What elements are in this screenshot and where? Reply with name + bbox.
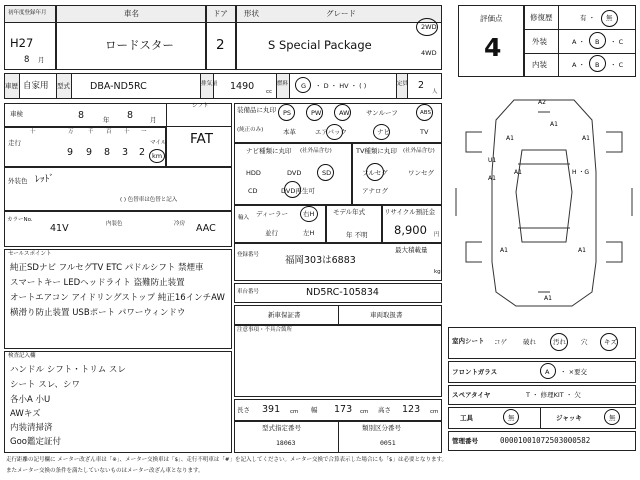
navi-cd: CD xyxy=(248,187,258,195)
tv-fullseg: フルセグ xyxy=(362,169,388,177)
score-value: 4 xyxy=(484,33,502,62)
interior-koge: コゲ xyxy=(494,338,507,346)
type-no-value: 18063 xyxy=(276,439,296,447)
recycle-unit: 円 xyxy=(434,232,440,238)
shift-value: FAT xyxy=(190,131,213,147)
usage-value: 自家用 xyxy=(23,81,49,91)
repair-sel: 無 xyxy=(606,14,613,22)
navi-sd: SD xyxy=(322,169,332,177)
jack-label: ジャッキ xyxy=(556,414,582,422)
first-reg-month: 8 xyxy=(24,55,30,65)
windshield-sel: A xyxy=(545,368,550,376)
interior-kizu: キズ xyxy=(604,338,617,346)
int-a: A ・ xyxy=(572,61,586,69)
fuel-opts: ・ D ・ HV ・ ( ) xyxy=(315,82,367,90)
notes-label: 検査記入欄 xyxy=(8,353,36,359)
model-year-value: 年 不明 xyxy=(346,231,368,239)
chassis-value: ND5RC-105834 xyxy=(306,287,379,298)
disp-value: 1490 xyxy=(230,81,255,92)
ac-value: AAC xyxy=(196,223,216,234)
grade-label: グレード xyxy=(326,9,356,18)
drive-circle xyxy=(416,18,438,36)
equip-leather: 本革 xyxy=(283,128,296,136)
equip-airbag: エアバック xyxy=(315,128,347,136)
diag-label-3: A1 xyxy=(582,135,590,142)
notes-line-0: ハンドル シフト・トリム スレ xyxy=(10,365,126,375)
mileage-unit-circle xyxy=(149,149,165,163)
equip-abs: ABS xyxy=(420,110,431,116)
int-color-label: 内装色 xyxy=(106,221,123,227)
mileage-head-3: 百 xyxy=(106,129,112,135)
usage-label: 車歴 xyxy=(5,82,18,90)
mileage-digit-3: 3 xyxy=(122,147,129,158)
tv-sub: (社外品含む) xyxy=(403,148,435,154)
import-label: 輸入 xyxy=(238,215,250,221)
equip-aw: AW xyxy=(339,109,350,117)
disp-label: 排気量 xyxy=(201,81,218,87)
repair-label: 修復歴 xyxy=(530,13,553,22)
mileage-label: 走行 xyxy=(8,139,21,147)
insp-year: 8 xyxy=(78,110,85,121)
sales-line-1: スマートキー LEDヘッドライト 盗難防止装置 xyxy=(10,278,185,288)
car-name: ロードスター xyxy=(105,38,174,52)
tools-label: 工具 xyxy=(460,414,473,422)
interior-label: 室内シート xyxy=(452,337,485,345)
recycle-label: リサイクル預託金 xyxy=(384,208,436,216)
drive-2wd: 2WD xyxy=(421,23,437,31)
car-diagram xyxy=(452,92,636,312)
ext-a: A ・ xyxy=(572,38,586,46)
navi-dvd: DVD xyxy=(287,169,302,177)
notes-line-4: 内装清掃済 xyxy=(10,423,53,433)
insp-month-unit: 月 xyxy=(150,116,157,124)
navi-dvd-play-circle xyxy=(284,181,301,198)
door-value: 2 xyxy=(216,37,225,53)
color-no-value: 41V xyxy=(50,223,69,234)
notes-line-2: 各小A 小U xyxy=(10,395,51,405)
inspection-label: 車検 xyxy=(10,110,23,118)
mileage-digit-1: 9 xyxy=(86,147,93,158)
diag-label-7: A1 xyxy=(488,175,496,182)
color-label: 外装色 xyxy=(8,177,28,185)
equip-ps: PS xyxy=(283,109,292,117)
model-value: DBA-ND5RC xyxy=(90,81,147,92)
diag-label-2: A1 xyxy=(506,135,514,142)
type-label: 型式 xyxy=(57,82,70,90)
diag-label-8: A1 xyxy=(500,247,508,254)
mileage-head-1: 万 xyxy=(68,129,74,135)
width-label: 幅 xyxy=(311,406,318,414)
equipment-sub: (純正のみ) xyxy=(237,127,264,133)
ext-sel: B xyxy=(595,38,600,46)
repair-opts: 有 ・ xyxy=(580,14,596,22)
height-unit: cm xyxy=(430,409,439,415)
mileage-head-5: 一 xyxy=(141,129,147,135)
class-no-value: 0051 xyxy=(380,439,396,447)
plate-value: 福岡303は6883 xyxy=(285,255,356,266)
cap-label: 定員 xyxy=(397,81,409,87)
first-reg-label: 初年度登録年月 xyxy=(8,10,47,16)
equip-airbag-circle xyxy=(326,124,343,140)
jack-circle xyxy=(604,409,620,425)
first-reg-year: H27 xyxy=(10,36,34,50)
sales-line-0: 純正SDナビ フルセグTV ETC パドルシフト 禁煙車 xyxy=(10,263,204,273)
notes-line-3: AWキズ xyxy=(10,409,41,419)
insp-year-unit: 年 xyxy=(103,116,110,124)
navi-dvd-play: DVD再生可 xyxy=(281,187,315,195)
diag-label-6: U1 xyxy=(488,157,497,164)
navi-sub: (社外品含む) xyxy=(300,148,332,154)
insp-month: 8 xyxy=(127,110,134,121)
first-reg-month-unit: 月 xyxy=(38,56,45,64)
int-label: 内装 xyxy=(532,60,547,69)
spare-opts: T ・ 修理KIT ・ 欠 xyxy=(526,391,581,399)
diag-label-4: A1 xyxy=(514,169,522,176)
len-label: 長さ xyxy=(237,406,250,414)
mgmt-value: 00001001072503000582 xyxy=(500,436,591,445)
tv-oneseg: ワンセグ xyxy=(408,169,434,177)
sales-line-3: 横滑り防止装置 USBポート パワーウィンドウ xyxy=(10,308,186,318)
fuel-sel: G xyxy=(301,82,307,90)
shift-label: シフト xyxy=(192,103,209,109)
drive-4wd: 4WD xyxy=(421,49,437,57)
navi-sd-circle xyxy=(317,164,334,181)
grade-value: S Special Package xyxy=(268,38,372,52)
model-year-label: モデル年式 xyxy=(333,208,366,216)
interior-yabure: 破れ xyxy=(523,338,536,346)
cap-unit: 人 xyxy=(432,89,438,95)
ext-label: 外装 xyxy=(532,37,547,46)
mileage-unit-label: マイル xyxy=(150,140,167,146)
mileage-head-4: 十 xyxy=(124,129,130,135)
len-value: 391 xyxy=(262,404,281,415)
notes-line-1: シート スレ、シワ xyxy=(10,380,81,390)
disp-unit: cc xyxy=(266,89,273,95)
equipment-label: 装備品に丸印 xyxy=(237,106,276,114)
tv-label: TV種類に丸印 xyxy=(356,147,397,155)
equip-tv: TV xyxy=(420,128,429,136)
max-load-unit: kg xyxy=(434,269,441,275)
name-label: 車名 xyxy=(124,9,139,18)
interior-yogore-circle xyxy=(550,333,568,351)
tools-sel: 無 xyxy=(508,414,515,422)
interior-kizu-circle xyxy=(600,333,618,351)
import-handle: 右H xyxy=(303,210,315,218)
width-value: 173 xyxy=(334,404,353,415)
windshield-circle xyxy=(540,363,556,379)
equip-navi-circle xyxy=(373,124,390,140)
mileage-digit-0: 9 xyxy=(67,147,74,158)
mileage-head-0: 十 xyxy=(30,129,36,135)
cap-value: 2 xyxy=(418,80,425,91)
height-value: 123 xyxy=(402,404,421,415)
int-c: ・ C xyxy=(610,61,624,69)
recycle-value: 8,900 xyxy=(394,223,427,237)
width-unit: cm xyxy=(360,409,369,415)
tools-circle xyxy=(503,409,519,425)
equip-ps-circle xyxy=(278,104,295,121)
interior-ana: 穴 xyxy=(581,338,588,346)
fuel-circle xyxy=(295,77,311,93)
mgmt-label: 管理番号 xyxy=(452,437,478,445)
equip-sunroof: サンルーフ xyxy=(366,109,398,117)
door-label: ドア xyxy=(213,9,228,18)
height-label: 高さ xyxy=(378,406,391,414)
mileage-digit-4: 2 xyxy=(139,147,146,158)
sales-line-2: オートエアコン アイドリングストップ 純正16インチAW xyxy=(10,293,225,303)
shape-label: 形状 xyxy=(244,9,259,18)
max-load-label: 最大積載量 xyxy=(395,246,428,254)
import-handle-circle xyxy=(300,206,318,222)
import-handle-left: 左H xyxy=(303,229,315,237)
footer-line-1: またメーター交換の条件を満たしていないものはメーター改ざん車となります。 xyxy=(6,468,204,474)
footer-line-0: 走行距離の記号欄に メーター改ざん車は「※」、メーター交換車は「$」、走行不明車は「#」を記入してください。メーター交換で合算表示した場合にも「$」は必要となります。 xyxy=(6,457,448,463)
mileage-head-2: 千 xyxy=(88,129,94,135)
tv-analog: アナログ xyxy=(362,187,388,195)
manual-label: 車両取扱書 xyxy=(370,311,403,319)
color-note: ( ) 色替車は色替と記入 xyxy=(120,197,178,203)
mileage-unit: km xyxy=(152,152,163,160)
diag-label-1: A1 xyxy=(550,121,558,128)
windshield-opts: ・ ×要交 xyxy=(560,368,588,376)
warranty-label: 新車保証書 xyxy=(268,311,301,319)
ext-c: ・ C xyxy=(610,38,624,46)
tv-fullseg-circle xyxy=(366,163,384,181)
int-sel: B xyxy=(595,61,600,69)
notes2-label: 注意事項・不具合箇所 xyxy=(237,327,293,333)
diag-label-10: A1 xyxy=(544,295,552,302)
ac-label: 冷房 xyxy=(174,221,186,227)
equip-navi: ナビ xyxy=(377,128,390,136)
ext-circle xyxy=(589,32,606,49)
equip-pw-circle xyxy=(306,104,323,121)
int-circle xyxy=(589,55,606,72)
type-no-label: 型式指定番号 xyxy=(262,424,301,432)
fuel-label: 燃料 xyxy=(277,81,289,87)
notes-line-5: Goo鑑定証付 xyxy=(10,437,61,447)
navi-label: ナビ種類に丸印 xyxy=(246,147,292,155)
navi-hdd: HDD xyxy=(246,169,261,177)
repair-circle xyxy=(601,10,618,27)
equip-pw: PW xyxy=(311,109,322,117)
equip-abs-circle xyxy=(416,104,433,121)
diag-label-9: A1 xyxy=(578,247,586,254)
spare-label: スペアタイヤ xyxy=(452,391,491,399)
jack-sel: 無 xyxy=(609,414,616,422)
score-label: 評価点 xyxy=(480,14,503,23)
sales-label: セールスポイント xyxy=(8,251,52,257)
diag-label-5: H ・G xyxy=(572,169,590,176)
notes2-block xyxy=(234,325,442,397)
color-no-label: カラーNo. xyxy=(7,217,33,223)
diag-label-0: A2 xyxy=(538,99,546,106)
chassis-label: 車台番号 xyxy=(237,289,260,295)
equip-aw-circle xyxy=(334,104,351,121)
class-no-label: 類別区分番号 xyxy=(362,424,401,432)
import-dealer: ディーラー xyxy=(256,210,288,218)
windshield-label: フロントガラス xyxy=(452,368,498,376)
color-value: ﾚｯﾄﾞ xyxy=(35,174,55,185)
plate-label: 登録番号 xyxy=(237,252,260,258)
interior-yogore: 汚れ xyxy=(553,338,566,346)
len-unit: cm xyxy=(290,409,299,415)
mileage-digit-2: 8 xyxy=(104,147,111,158)
import-parallel: 並行 xyxy=(265,229,278,237)
